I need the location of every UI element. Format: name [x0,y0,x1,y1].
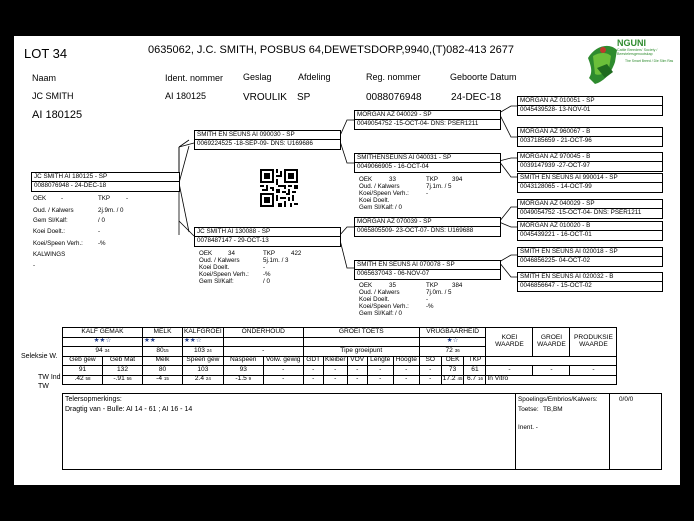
pedigree-ggp-2 [517,127,663,147]
dam-oek-label: OEK [199,250,213,257]
ggp4-line2: 0043128065 - 14-OCT-99 [518,182,662,191]
seleksie-tipe: Tipe groeipunt [303,347,419,357]
sd-oek-label: OEK [359,176,373,183]
self-gem-label: Gem Sl/Kalf: [33,217,68,224]
tw-ind-cell: 103 [183,366,224,376]
lot-number: LOT 34 [24,46,68,61]
dd-line1: SMITH EN SEUNS AI 070078 - SP [357,261,455,268]
sire-line1: SMITH EN SEUNS AI 090030 - SP [197,131,295,138]
dam-calves-label: Oud. / Kalwers [199,257,240,264]
dd-tkp-label: TKP [426,282,439,289]
self-line2: 0088076948 - 24-DEC-18 [32,181,179,190]
pedigree-dam [194,227,341,247]
self-kalwings-value: - [33,262,36,269]
sd-gem-label: Gem Sl/Kalf: [359,204,394,211]
tw-cell: -.91 56 [103,375,143,385]
group-groei-waarde: GROEI WAARDE [533,328,570,357]
seleksie-label: Seleksie W. [21,353,58,360]
ggp6-line2: 0045439221 - 16-OCT-01 [518,230,662,239]
sd-line2: 0049066905 - 16-OCT-04 [355,162,500,171]
label-afdeling: Afdeling [298,72,331,82]
self-calves-value: 2j.9m. / 0 [98,207,124,214]
pedigree-ggp-6 [517,221,663,241]
self-kalwings-label: KALWINGS [33,251,66,258]
spoelings-label: Spoelings/Embrios/Kalwers: [518,396,598,403]
tw-cell: -1.5 9 [223,375,263,385]
ggp2-line2: 0037185659 - 21-OCT-96 [518,136,662,145]
ds-line1: MORGAN AZ 070039 - SP [357,218,432,225]
dam-tkp-value: 422 [291,250,302,257]
group-kalf-gemak: KALF GEMAK [63,328,143,338]
seleksie-onderhoud: - [223,347,303,357]
tw-ind-cell: - [419,366,441,376]
pedigree-ggp-3 [517,152,663,172]
tw-ind-cell: 93 [223,366,263,376]
group-koei-waarde: KOEI WAARDE [486,328,533,357]
logo-subtitle: The Smart Breed / Die Slim Ras [625,59,674,63]
self-oek-value: - [61,195,64,202]
tw-ind-cell: - [367,366,393,376]
tw-ind-cell: 132 [103,366,143,376]
tw-cell: - [263,375,303,385]
waarde-cell: - [533,366,570,376]
ggp5-line1: MORGAN AZ 040029 - SP [520,200,595,207]
dam-speen-label: Koei/Speen Verh.: [199,271,249,278]
animal-ident: AI 180125 [165,91,207,101]
dd-oek-label: OEK [359,282,373,289]
tw-ind-cell: - [303,366,323,376]
ggp8-line1: SMITH EN SEUNS AI 020032 - B [520,273,614,280]
qr-code [260,169,298,207]
label-naam: Naam [32,73,57,83]
dam-doelt-label: Koei Doelt. [199,264,230,271]
tw-cell: 6.7 16 [464,375,486,385]
sire-line2: 0069224525 -18-SEP-09- DNS: U169686 [195,139,340,148]
column-header: TKP [464,356,486,366]
self-speen-label: Koei/Speen Verh.: [33,240,83,247]
self-speen-value: -% [98,240,106,247]
logo-name: NGUNI [617,38,646,48]
breeder-info: 0635062, J.C. SMITH, POSBUS 64,DEWETSDORP,9940,(T)082-413 2677 [148,44,515,56]
animal-name: JC SMITH [32,91,74,101]
ggp3-line1: MORGAN AZ 970045 - B [520,153,591,160]
dd-tkp-value: 384 [452,282,463,289]
dd-gem-label: Gem Sl/Kalf: [359,310,394,317]
ds-line2: 0065805509- 23-OCT-07- DNS: U169688 [355,226,500,235]
remarks-side-box [515,393,662,470]
toetse-label: Toetse: [518,406,539,413]
tw-ind-cell: 61 [464,366,486,376]
column-header: Lengte [367,356,393,366]
column-header: Geb Mat [103,356,143,366]
toetse-value: TB,BM [543,406,563,413]
pedigree-dam-sire [354,217,501,237]
groei-toets-blank [303,337,419,347]
group-groei-toets: GROEI TOETS [303,328,419,338]
ss-line2: 0049054752 -15-OCT-04- DNS: PSER1211 [355,119,500,128]
animal-reg: 0088076948 [366,92,422,103]
self-oek-label: OEK [33,195,47,202]
dam-line2: 0078487147 - 29-OCT-13 [195,236,340,245]
pedigree-ggp-7 [517,247,663,267]
column-header: Naspeen [223,356,263,366]
self-tkp-value: - [126,195,129,202]
column-header: VOV [347,356,367,366]
tw-ind-cell: - [347,366,367,376]
performance-table [62,327,617,385]
dam-speen-value: -% [263,271,271,278]
sd-gem-value: / 0 [395,204,402,211]
column-header: Hoogte [393,356,419,366]
dd-doelt-label: Koei Doelt. [359,296,390,303]
waarde-blank [486,356,617,366]
dd-speen-value: -% [426,303,434,310]
column-header: Melk [143,356,183,366]
column-header: GDT [303,356,323,366]
pedigree-sire [194,130,341,150]
sd-tkp-label: TKP [426,176,439,183]
self-tkp-label: TKP [98,195,111,202]
stars-kalfgroei: ★★☆ [183,337,224,347]
pedigree-self [31,172,180,192]
dd-calves-label: Oud. / Kalwers [359,289,400,296]
animal-birth: 24-DEC-18 [451,92,502,103]
tw-cell: - [419,375,441,385]
sd-calves-label: Oud. / Kalwers [359,183,400,190]
spoelings-value: 0/0/0 [619,396,634,403]
dd-gem-value: / 0 [395,310,402,317]
sd-speen-value: - [426,190,429,197]
tw-cell: - [323,375,347,385]
animal-section: SP [297,92,311,103]
dd-line2: 0065637043 - 06-NOV-07 [355,269,500,278]
auction-lot-card [14,36,680,485]
pedigree-ggp-5 [517,199,663,219]
animal-id-large: AI 180125 [32,109,83,121]
inent-label: Inent. - [518,424,538,431]
sd-speen-label: Koei/Speen Verh.: [359,190,409,197]
tw-ind-label: TW Ind [38,374,61,381]
tw-cell: - [367,375,393,385]
ggp7-line2: 0046856225- 04-OCT-02 [518,256,662,265]
dam-oek-value: 34 [228,250,235,257]
remarks-title: Telersopmerkings: [65,396,122,403]
dd-doelt-value: - [426,296,429,303]
tw-ind-cell: 91 [63,366,103,376]
seleksie-vrug: 72 36 [419,347,486,357]
self-gem-value: / 0 [98,217,105,224]
waarde-cell: - [486,366,533,376]
stars-melk: ★★ [143,337,183,347]
tw-ind-cell: 73 [441,366,464,376]
ggp3-line2: 0039147939 -27-OCT-97 [518,161,662,170]
remarks-text: Dragtig van - Bulle: AI 14 - 61 ; AI 16 - 14 [65,406,193,413]
seleksie-kalf: 94 34 [63,347,143,357]
pedigree-sire-sire [354,110,501,130]
ggp8-line2: 0046856647 - 15-OCT-02 [518,281,662,290]
label-geslag: Geslag [243,72,272,82]
logo-tagline: Cattle Breeders' Society / Beestelersgenootskap [617,48,658,56]
dam-gem-value: / 0 [263,278,270,285]
self-line1: JC SMITH AI 180125 - SP [34,173,108,180]
sd-oek-value: 33 [389,176,396,183]
dam-doelt-value: - [263,264,266,271]
column-header: OEK [441,356,464,366]
ggp7-line1: SMITH EN SEUNS AI 020018 - SP [520,248,618,255]
column-header: Volw. gewig [263,356,303,366]
group-vrugbaarheid: VRUGBAARHEID [419,328,486,338]
label-reg: Reg. nommer [366,72,421,82]
stars-kalf-gemak: ★★☆ [63,337,143,347]
animal-sex: VROULIK [243,92,287,103]
ss-line1: MORGAN AZ 040029 - SP [357,111,432,118]
column-header-row [63,356,617,366]
tw-cell: 2.4 24 [183,375,224,385]
label-ident: Ident. nommer [165,73,224,83]
sd-tkp-value: 394 [452,176,463,183]
sd-line1: SMITHENSEUNS AI 040031 - SP [357,154,452,161]
waarde-cell: - [570,366,617,376]
dd-calves-value: 7j.0m. / 5 [426,289,452,296]
seleksie-melk: 8015 [143,347,183,357]
ggp1-line2: 0045439528- 13-NOV-01 [518,105,662,114]
group-onderhoud: ONDERHOUD [223,328,303,338]
dam-gem-label: Gem Sl/Kalf: [199,278,234,285]
dam-line1: JC SMITH AI 130088 - SP [197,228,271,235]
dd-oek-value: 35 [389,282,396,289]
sd-doelt-label: Koei Doelt. [359,197,390,204]
ggp5-line2: 0049054752 -15-OCT-04- DNS: PSER1211 [518,208,662,217]
tw-ind-cell: - [323,366,347,376]
stars-vrugbaarheid: ★☆ [419,337,486,347]
tw-cell: -4 15 [143,375,183,385]
tw-row [63,375,617,385]
dam-calves-value: 5j.1m. / 3 [263,257,289,264]
onderhoud-blank [223,337,303,347]
ggp4-line1: SMITH EN SEUNS AI 990014 - SP [520,174,618,181]
tw-cell: - [347,375,367,385]
column-header: Geb gew [63,356,103,366]
tw-cell: .42 58 [63,375,103,385]
group-kalfgroei: KALFGROEI [183,328,224,338]
tw-ind-cell: - [393,366,419,376]
tw-cell: - [303,375,323,385]
seleksie-groei: 103 24 [183,347,224,357]
tw-ind-cell: - [263,366,303,376]
label-birth: Geboorte Datum [450,72,517,82]
column-header: Speen gew [183,356,224,366]
self-calves-label: Oud. / Kalwers [33,207,74,214]
tw-label: TW [38,383,49,390]
tw-cell: - [393,375,419,385]
tw-ind-row [63,366,617,376]
ggp1-line1: MORGAN AZ 010051 - SP [520,97,595,104]
tw-cell: 17.2 45 [441,375,464,385]
tw-ind-cell: 80 [143,366,183,376]
column-header: SO [419,356,441,366]
pedigree-ggp-1 [517,96,663,116]
group-melk: MELK [143,328,183,338]
dd-speen-label: Koei/Speen Verh.: [359,303,409,310]
in-vitro-cell: In Vitro [486,375,617,385]
pedigree-dam-dam [354,260,501,280]
ggp2-line1: MORGAN AZ 960067 - B [520,128,591,135]
ggp6-line1: MORGAN AZ 010020 - B [520,222,591,229]
self-doelt-value: - [98,228,101,235]
pedigree-sire-dam [354,153,501,173]
column-header: Kleiber [323,356,347,366]
self-doelt-label: Koei Doelt.: [33,228,65,235]
dam-tkp-label: TKP [263,250,276,257]
pedigree-ggp-4 [517,173,663,193]
sd-calves-value: 7j.1m. / 5 [426,183,452,190]
group-produksie-waarde: PRODUKSIE WAARDE [570,328,617,357]
pedigree-ggp-8 [517,272,663,292]
